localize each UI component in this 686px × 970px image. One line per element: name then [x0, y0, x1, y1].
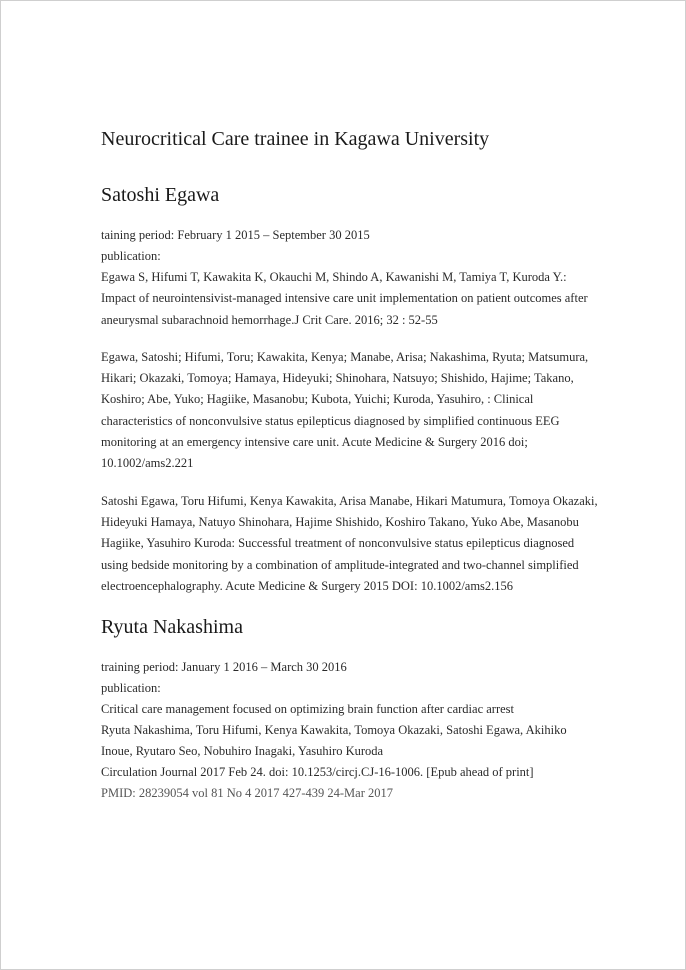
publication-pmid: PMID: 28239054 vol 81 No 4 2017 427-439 24-Mar 2017 [101, 786, 394, 801]
training-period: taining period: February 1 2015 – September 30 2015 [101, 228, 370, 242]
trainee-section-egawa [101, 181, 601, 597]
trainee-section-nakashima [101, 613, 601, 804]
publication-entry: Egawa S, Hifumi T, Kawakita K, Okauchi M, Shindo A, Kawanishi M, Tamiya T, Kuroda Y.: Impact of neurointensivist-managed intensive care unit implementation on patient outcomes after aneurysmal subarachnoid hemorrhage.J Crit Care. 2016; 32 : 52-55 [101, 270, 588, 327]
trainee-name: Ryuta Nakashima [101, 616, 243, 639]
training-period: training period: January 1 2016 – March 30 2016 [101, 660, 347, 675]
publication-journal: Circulation Journal 2017 Feb 24. doi: 10.1253/circj.CJ-16-1006. [Epub ahead of print] [101, 765, 534, 780]
document-title: Neurocritical Care trainee in Kagawa University [101, 128, 490, 150]
document-content [101, 125, 601, 804]
publication-entry: Egawa, Satoshi; Hifumi, Toru; Kawakita, Kenya; Manabe, Arisa; Nakashima, Ryuta; Matsumura, Hikari; Okazaki, Tomoya; Hamaya, Hideyuki; Shinohara, Natsuyo; Shishido, Hajime; Takano, Koshiro; Abe, Yuko; Hagiike, Masanobu; Kubota, Yuichi; Kuroda, Yasuhiro, : Clinical characteristics of nonconvulsive status epilepticus diagnosed by simplified continuous EEG monitoring at an emergency intensive care unit. Acute Medicine & Surgery 2016 doi; 10.1002/ams2.221 [101, 349, 589, 471]
publication-entry: Satoshi Egawa, Toru Hifumi, Kenya Kawakita, Arisa Manabe, Hikari Matumura, Tomoya Okazaki, Hideyuki Hamaya, Natuyo Shinohara, Hajime Shishido, Koshiro Takano, Yuko Abe, Masanobu Hagiike, Yasuhiro Kuroda: Successful treatment of nonconvulsive status epilepticus diagnosed using bedside monitoring by a combination of amplitude-integrated and two-channel simplified electroencephalography. Acute Medicine & Surgery 2015 DOI: 10.1002/ams2.156 [101, 493, 598, 593]
trainee-name: Satoshi Egawa [101, 184, 220, 206]
publication-label: publication: [101, 249, 161, 263]
publication-title: Critical care management focused on optimizing brain function after cardiac arrest [101, 702, 515, 717]
publication-label: publication: [101, 681, 161, 696]
publication-authors: Ryuta Nakashima, Toru Hifumi, Kenya Kawakita, Tomoya Okazaki, Satoshi Egawa, Akihiko Inoue, Ryutaro Seo, Nobuhiro Inagaki, Yasuhiro Kuroda [101, 723, 567, 759]
